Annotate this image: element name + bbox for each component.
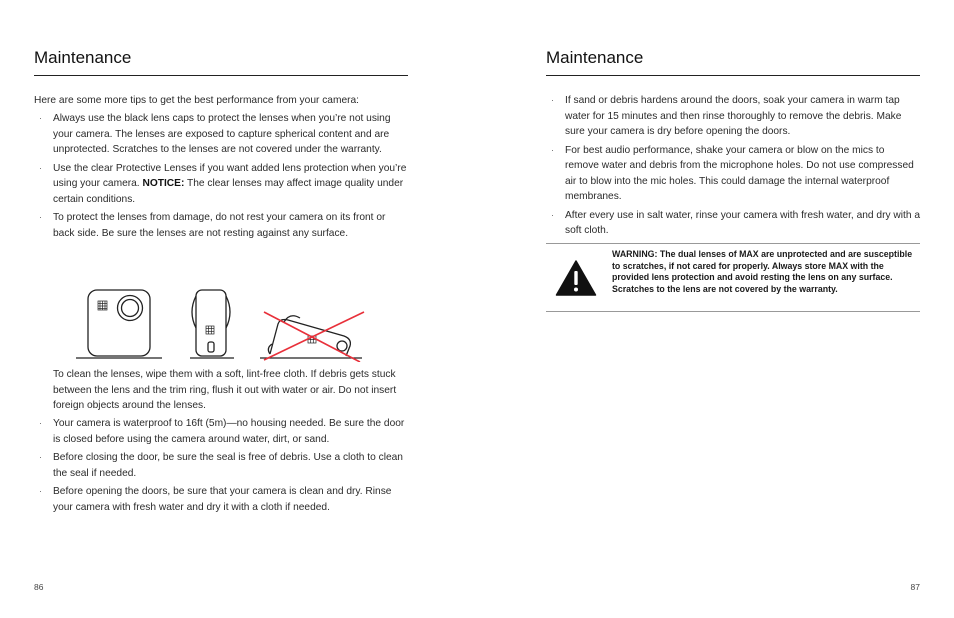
list-item [546,143,920,205]
bullet-glyph: · [551,95,554,105]
tips-list-bottom [34,416,408,518]
list-item-text: Before opening the doors, be sure that your camera is clean and dry. Rinse your camera with fresh water and dry it with a cloth if needed. [53,486,392,513]
left-page-title: Maintenance [34,48,132,67]
camera-resting-crossed-illustration [260,312,364,362]
list-item-text: If sand or debris hardens around the doors, soak your camera in warm tap water for 15 minutes and then rinse thoroughly to remove the debris. Make sure your camera is dry before opening the doors. [565,95,902,137]
bullet-glyph: · [551,144,554,155]
camera-side-illustration [190,290,234,358]
list-item [34,111,408,158]
list-item-text: The clear lenses may affect image quality under certain conditions. [53,178,404,205]
list-item [34,416,408,447]
right-page-title: Maintenance [546,48,644,67]
lens-cleaning-paragraph: To clean the lenses, wipe them with a soft, lint-free cloth. If debris gets stuck between the lens and the trim ring, flush it out with water or air. Do not insert foreign objects around the lenses. [53,369,397,411]
bullet-glyph: · [39,162,42,173]
bullet-glyph: · [551,209,554,220]
warning-text: WARNING: The dual lenses of MAX are unprotected and are susceptible to scratches, if not cared for properly. Always store MAX with the provided lens protection and avoid resting the lens on any surface. Scratches to the lens are not covered by the warranty. [612,249,913,294]
page-number: 87 [910,582,920,592]
list-item-text: To protect the lenses from damage, do not rest your camera on its front or back side. Be sure the lenses are not resting against any surface. [53,212,386,239]
tips-list-right [546,93,920,242]
tips-list-top [34,111,408,244]
list-item-text: Always use the black lens caps to protect the lenses when you’re not using your camera. The lenses are exposed to capture spherical content and are unprotected. Scratches to the lenses are not covered under the warranty. [53,113,391,155]
left-title-rule [34,75,408,76]
list-item-text: Use the clear Protective Lenses if you want added lens protection when you’re using your camera. [53,162,407,189]
list-item [34,450,408,481]
bullet-glyph: · [39,113,42,123]
warning-triangle-icon [555,259,597,297]
list-item-text: Before closing the door, be sure the seal is free of debris. Use a cloth to clean the seal if needed. [53,452,403,479]
list-item [546,93,920,140]
list-item [34,161,408,208]
bullet-glyph: · [39,452,42,462]
list-item [546,208,920,239]
bullet-glyph: · [39,212,42,222]
list-item-text: For best audio performance, shake your camera or blow on the mics to remove water and debris from the microphone holes. Do not use compressed air to blow into the mic holes. This could damage the internal waterproof membranes. [565,144,914,202]
lens-resting-illustrations [74,282,408,362]
bullet-glyph: · [39,486,42,496]
list-item [34,484,408,515]
notice-label: NOTICE: [142,178,185,189]
right-title-rule [546,75,920,76]
warning-box [546,243,920,312]
intro-paragraph: Here are some more tips to get the best performance from your camera: [34,95,360,106]
page-number: 86 [34,582,44,592]
bullet-glyph: · [39,418,42,428]
camera-front-illustration [76,290,162,358]
list-item-text: Your camera is waterproof to 16ft (5m)—no housing needed. Be sure the door is closed before using the camera around water, dirt, or sand. [53,418,405,445]
list-item [34,210,408,241]
list-item-text: After every use in salt water, rinse your camera with fresh water, and dry with a soft cloth. [565,209,921,236]
